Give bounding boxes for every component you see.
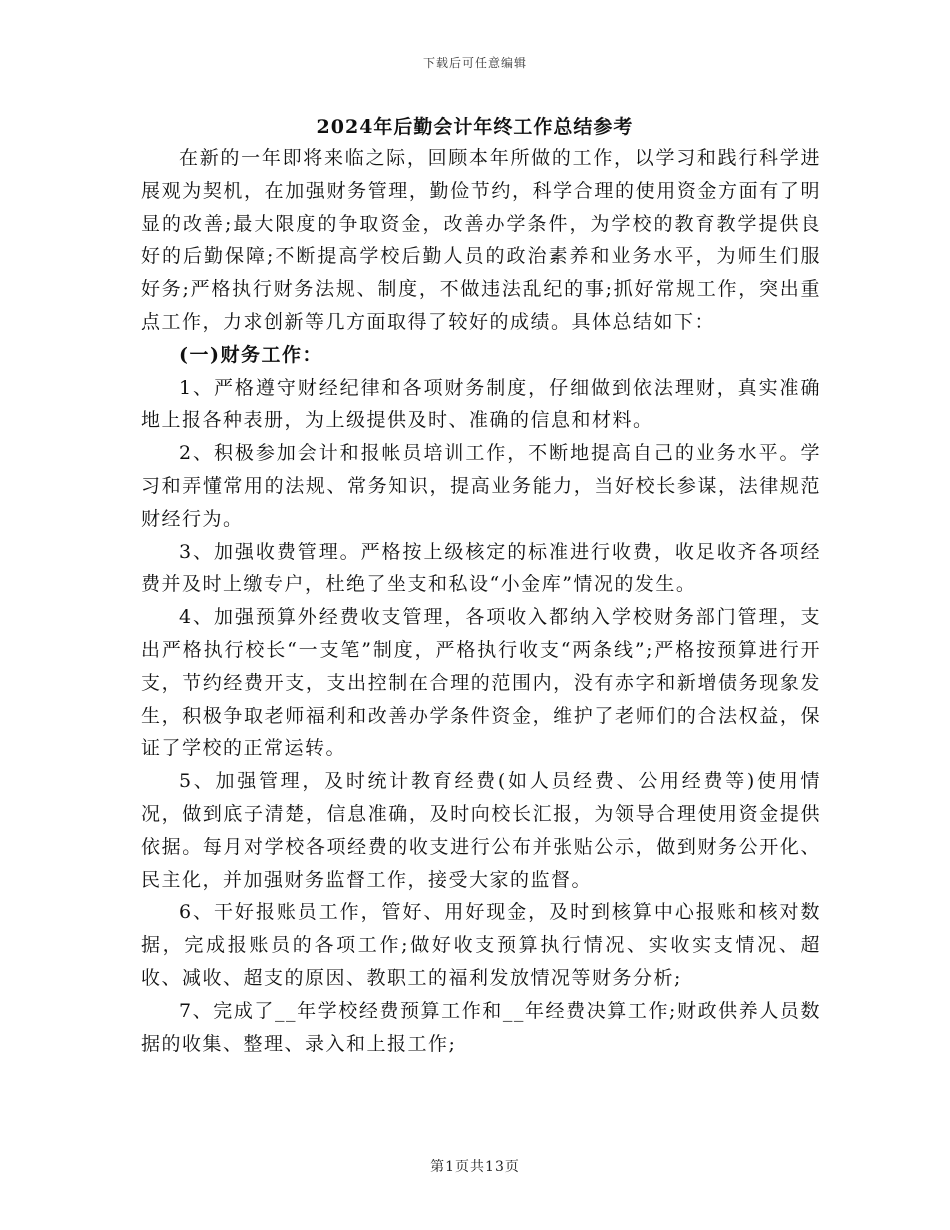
list-item: 2、积极参加会计和报帐员培训工作，不断地提高自己的业务水平。学习和弄懂常用的法规、常务知识，提高业务能力，当好校长参谋，法律规范财经行为。 [141, 442, 821, 530]
list-item: 4、加强预算外经费收支管理，各项收入都纳入学校财务部门管理，支出严格执行校长“一支笔”制度，严格执行收支“两条线”;严格按预算进行开支，节约经费开支，支出控制在合理的范围内，没有赤字和新增债务现象发生，积极争取老师福利和改善办学条件资金，维护了老师们的合法权益，保证了学校的正常运转。 [141, 606, 821, 760]
document-body [141, 142, 821, 1060]
list-item: 6、干好报账员工作，管好、用好现金，及时到核算中心报账和核对数据，完成报账员的各项工作;做好收支预算执行情况、实收实支情况、超收、减收、超支的原因、教职工的福利发放情况等财务分析; [141, 901, 821, 989]
section-heading: (一)财务工作： [179, 343, 323, 366]
document-title: 2024年后勤会计年终工作总结参考 [316, 116, 634, 138]
list-item: 3、加强收费管理。严格按上级核定的标准进行收费，收足收齐各项经费并及时上缴专户，杜绝了坐支和私设“小金库”情况的发生。 [141, 540, 821, 596]
page-indicator: 第1页共13页 [430, 1159, 520, 1175]
list-item: 7、完成了__年学校经费预算工作和__年经费决算工作;财政供养人员数据的收集、整理、录入和上报工作; [141, 999, 821, 1055]
header-note: 下载后可任意编辑 [422, 56, 527, 70]
list-item: 5、加强管理，及时统计教育经费(如人员经费、公用经费等)使用情况，做到底子清楚，信息准确，及时向校长汇报，为领导合理使用资金提供依据。每月对学校各项经费的收支进行公布并张贴公示，做到财务公开化、民主化，并加强财务监督工作，接受大家的监督。 [141, 770, 821, 891]
list-item: 1、严格遵守财经纪律和各项财务制度，仔细做到依法理财，真实准确地上报各种表册，为上级提供及时、准确的信息和材料。 [141, 376, 821, 432]
intro-paragraph: 在新的一年即将来临之际，回顾本年所做的工作，以学习和践行科学进展观为契机，在加强财务管理，勤俭节约，科学合理的使用资金方面有了明显的改善;最大限度的争取资金，改善办学条件，为学校的教育教学提供良好的后勤保障;不断提高学校后勤人员的政治素养和业务水平，为师生们服好务;严格执行财务法规、制度，不做违法乱纪的事;抓好常规工作，突出重点工作，力求创新等几方面取得了较好的成绩。具体总结如下： [141, 147, 821, 333]
